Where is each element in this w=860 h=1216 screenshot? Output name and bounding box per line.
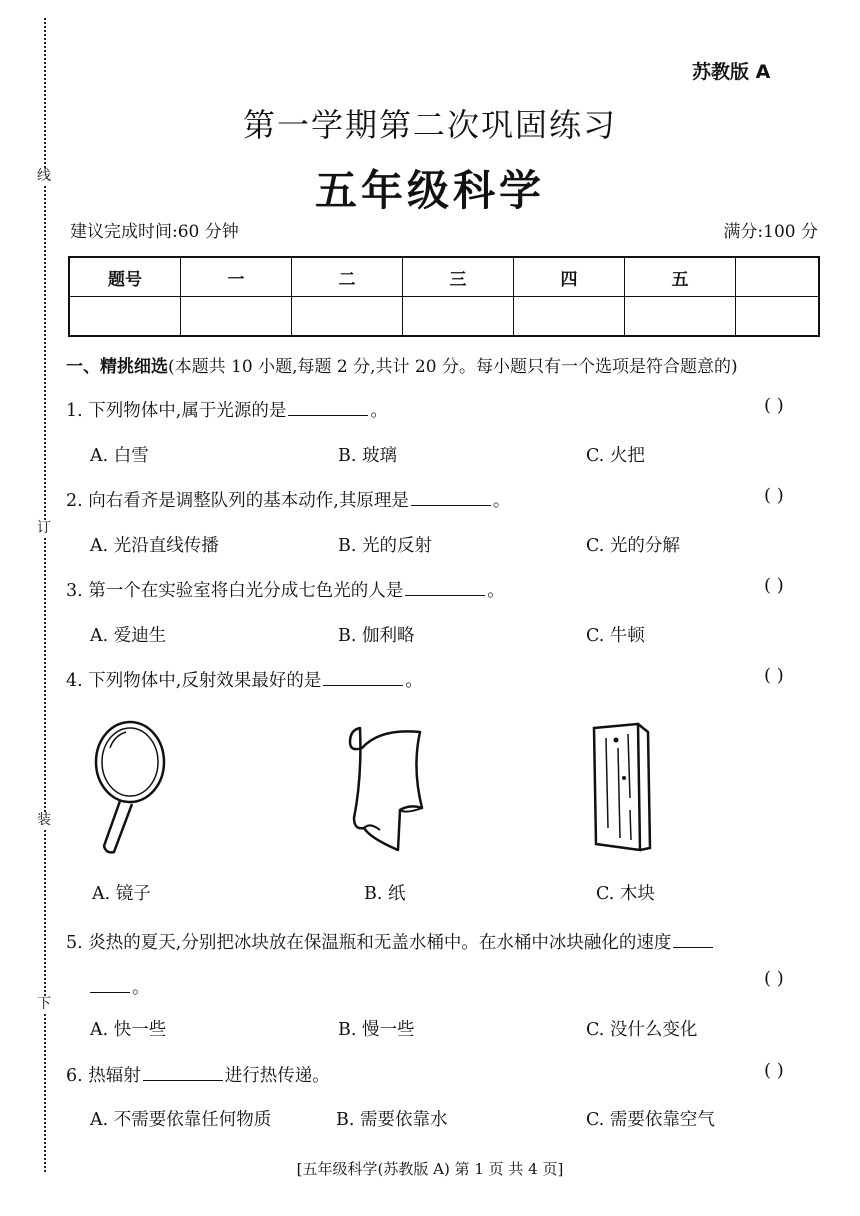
answer-blank[interactable] (673, 933, 713, 948)
answer-blank[interactable] (411, 491, 491, 506)
mirror-picture (88, 718, 178, 858)
option-b[interactable]: B. 伽利略 (338, 626, 415, 646)
score-table-header-row (69, 257, 819, 297)
score-entry-cell[interactable] (69, 297, 181, 337)
option-c[interactable]: C. 火把 (586, 446, 645, 466)
score-entry-cell[interactable] (403, 297, 514, 337)
score-header-cell (736, 257, 820, 297)
question-text: 4. 下列物体中,反射效果最好的是 (66, 671, 322, 691)
question-text-end: 。 (487, 581, 505, 601)
option-a[interactable]: A. 快一些 (90, 1020, 167, 1040)
option-a[interactable]: A. 白雪 (90, 446, 149, 466)
answer-blank[interactable] (90, 978, 130, 993)
score-entry-cell[interactable] (514, 297, 625, 337)
question-text: 5. 炎热的夏天,分别把冰块放在保温瓶和无盖水桶中。在水桶中冰块融化的速度 (66, 933, 672, 953)
option-c[interactable]: C. 牛顿 (586, 626, 645, 646)
option-b[interactable]: B. 需要依靠水 (336, 1110, 448, 1130)
question-5 (66, 929, 715, 954)
option-a[interactable]: A. 光沿直线传播 (90, 536, 219, 556)
option-c[interactable]: C. 没什么变化 (586, 1020, 698, 1040)
score-table (68, 256, 820, 337)
answer-parentheses[interactable]: ( ) (764, 395, 784, 416)
edition-label: 苏教版 A (692, 61, 771, 83)
section-heading (66, 352, 738, 377)
question-text: 3. 第一个在实验室将白光分成七色光的人是 (66, 581, 404, 601)
answer-parentheses[interactable]: ( ) (764, 665, 784, 686)
score-entry-cell[interactable] (736, 297, 820, 337)
wood-block-picture (588, 718, 668, 858)
section-note: (本题共 10 小题,每题 2 分,共计 20 分。每小题只有一个选项是符合题意的) (168, 357, 738, 377)
answer-blank[interactable] (143, 1066, 223, 1081)
score-header-cell: 题号 (69, 257, 181, 297)
question-6 (66, 1062, 330, 1087)
binding-mark-zhuang: 装 (37, 812, 51, 828)
page-footer: [五年级科学(苏教版 A) 第 1 页 共 4 页] (296, 1160, 564, 1178)
paper-picture (340, 718, 440, 858)
answer-blank[interactable] (323, 671, 403, 686)
question-3 (66, 577, 505, 602)
question-text-end: 。 (405, 671, 423, 691)
question-text-end: 。 (132, 978, 150, 998)
answer-parentheses[interactable]: ( ) (764, 1060, 784, 1081)
option-c[interactable]: C. 木块 (596, 884, 655, 904)
binding-mark-xia: 下 (37, 996, 51, 1012)
binding-mark-xian: 线 (37, 168, 51, 184)
answer-blank[interactable] (405, 581, 485, 596)
option-b[interactable]: B. 慢一些 (338, 1020, 415, 1040)
question-text: 1. 下列物体中,属于光源的是 (66, 401, 287, 421)
question-text-end: 进行热传递。 (224, 1066, 330, 1086)
score-table-entry-row (69, 297, 819, 337)
section-title: 一、精挑细选 (66, 357, 168, 377)
question-5-continued (88, 974, 150, 999)
option-b[interactable]: B. 光的反射 (338, 536, 432, 556)
option-a[interactable]: A. 爱迪生 (90, 626, 167, 646)
score-header-cell: 三 (403, 257, 514, 297)
answer-blank[interactable] (288, 401, 368, 416)
question-1 (66, 397, 388, 422)
question-2 (66, 487, 510, 512)
score-entry-cell[interactable] (292, 297, 403, 337)
question-text: 2. 向右看齐是调整队列的基本动作,其原理是 (66, 491, 409, 511)
binding-mark-ding: 订 (37, 520, 51, 536)
option-c[interactable]: C. 需要依靠空气 (586, 1110, 715, 1130)
answer-parentheses[interactable]: ( ) (764, 575, 784, 596)
subject-title: 五年级科学 (314, 166, 545, 215)
score-header-cell: 二 (292, 257, 403, 297)
option-c[interactable]: C. 光的分解 (586, 536, 680, 556)
full-score: 满分:100 分 (723, 222, 818, 242)
question-text-end: 。 (370, 401, 388, 421)
question-text: 6. 热辐射 (66, 1066, 141, 1086)
exam-title: 第一学期第二次巩固练习 (242, 106, 617, 144)
score-entry-cell[interactable] (625, 297, 736, 337)
answer-parentheses[interactable]: ( ) (764, 485, 784, 506)
answer-parentheses[interactable]: ( ) (764, 968, 784, 989)
question-4 (66, 667, 423, 692)
option-b[interactable]: B. 纸 (364, 884, 406, 904)
option-a[interactable]: A. 镜子 (92, 884, 151, 904)
score-entry-cell[interactable] (181, 297, 292, 337)
question-text-end: 。 (492, 491, 511, 511)
option-a[interactable]: A. 不需要依靠任何物质 (90, 1110, 272, 1130)
score-header-cell: 五 (625, 257, 736, 297)
option-b[interactable]: B. 玻璃 (338, 446, 397, 466)
score-header-cell: 四 (514, 257, 625, 297)
time-info: 建议完成时间:60 分钟 (70, 222, 239, 242)
score-header-cell: 一 (181, 257, 292, 297)
